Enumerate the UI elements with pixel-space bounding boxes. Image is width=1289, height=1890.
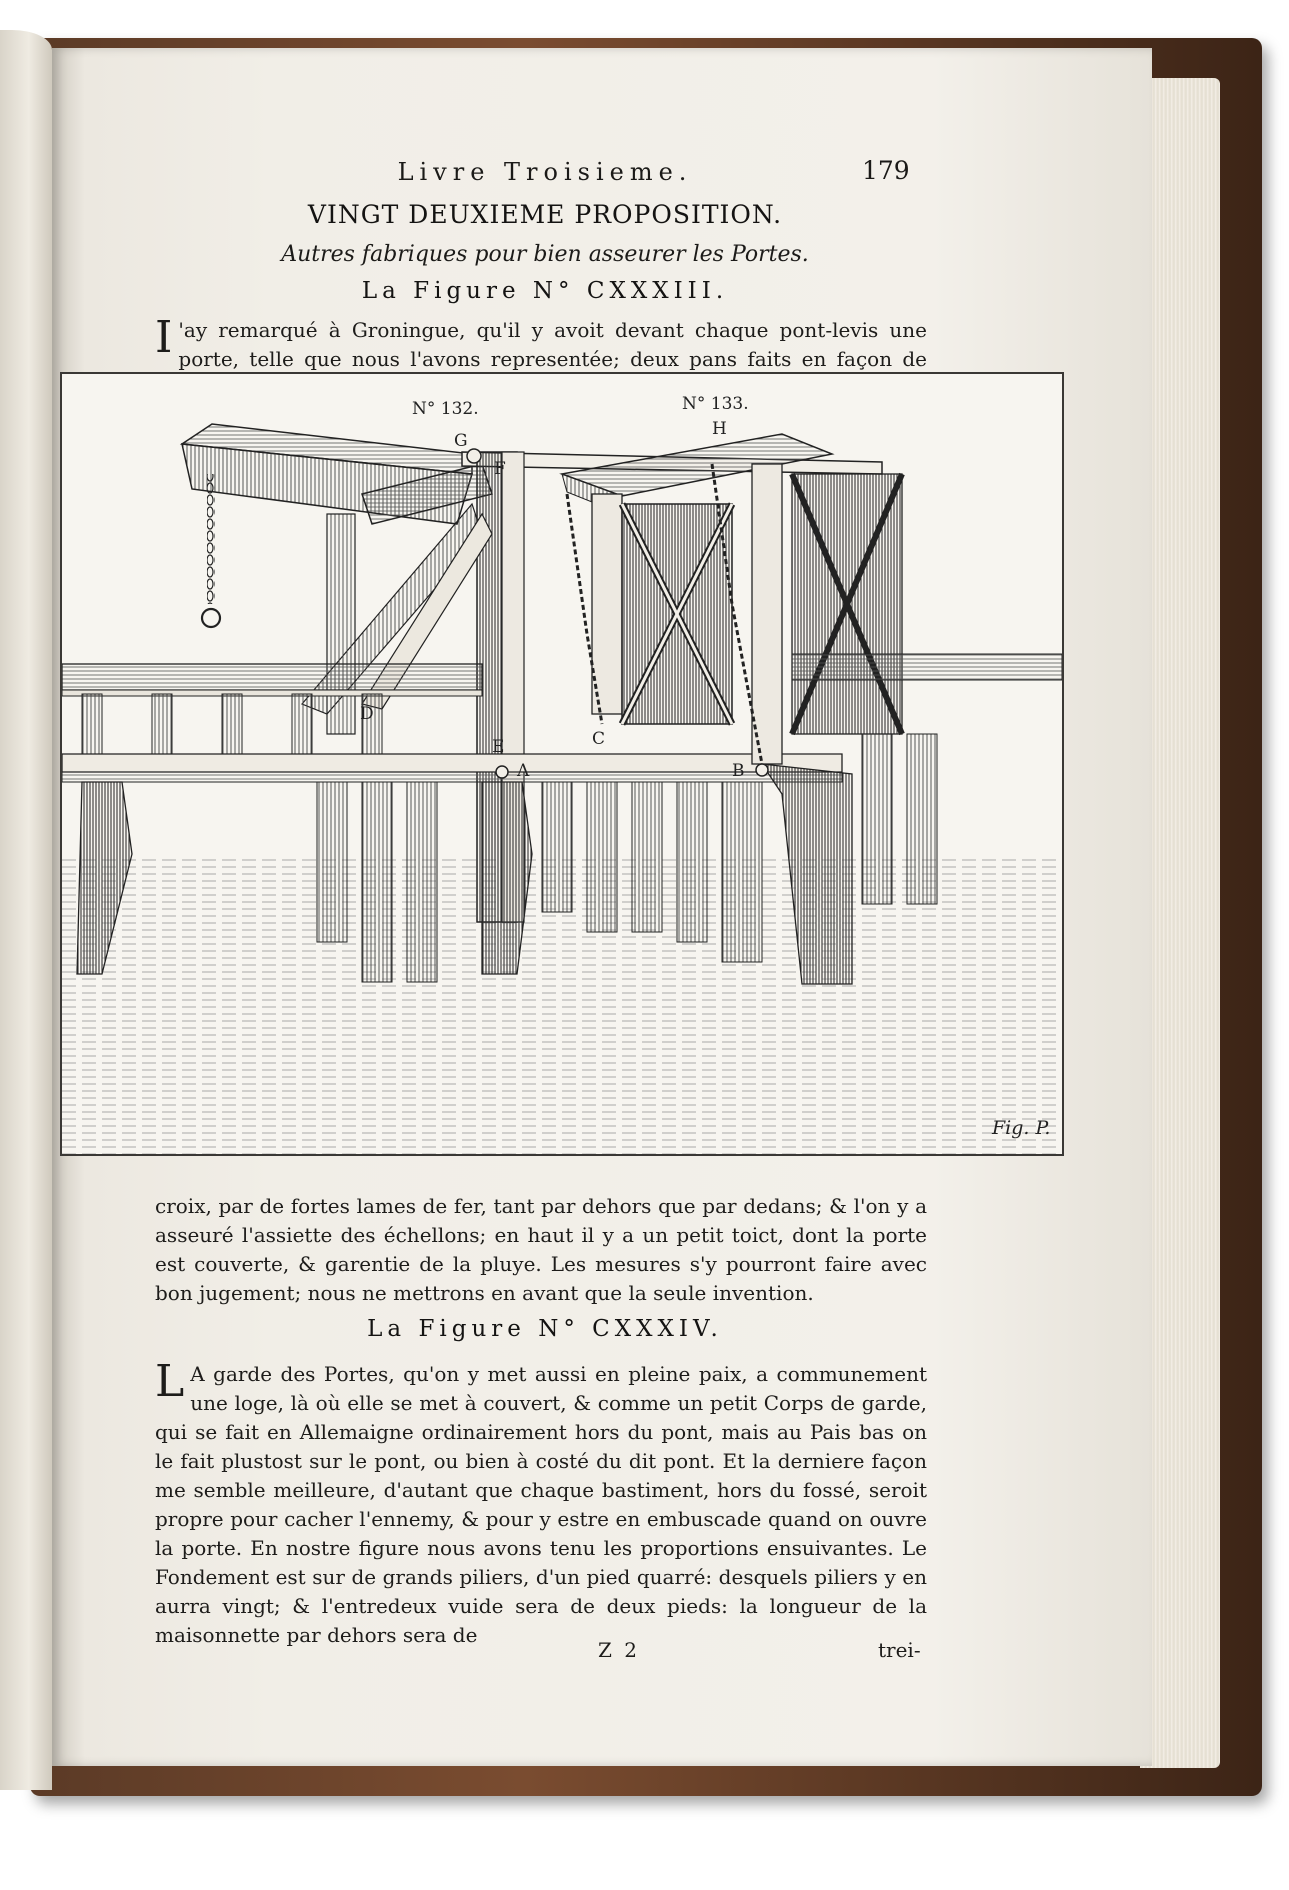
paragraph-guard [155, 1356, 927, 1650]
left-railing-edge [62, 690, 482, 696]
label-b: B [732, 761, 745, 781]
paragraph-intro-text: 'ay remarqué à Groningue, qu'il y avoit devant chaque pont-levis une porte, telle que nous l'avons representée; deux pans faits en façon de [178, 318, 927, 371]
pier [677, 782, 707, 942]
left-baluster [222, 694, 242, 754]
paragraph-continued: croix, par de fortes lames de fer, tant par dehors que par dedans; & l'on y a asseuré l'assiette des échellons; en haut il y a un petit toict, dont la porte est couverte, & garentie de la pluye. Les mesures s'y pourront faire avec bon jugement; nous ne mettrons en avant que la seule invention. [155, 1194, 927, 1305]
hanging-chain-left [207, 474, 215, 604]
pivot-g [467, 449, 481, 463]
bridge-deck-edge [62, 772, 842, 782]
left-baluster [362, 694, 382, 754]
label-d: D [360, 704, 374, 724]
label-g: G [454, 431, 468, 451]
pier [542, 782, 572, 912]
drop-cap: I [155, 312, 173, 363]
figure-heading-134: La Figure N° CXXXIV. [367, 1316, 723, 1342]
pier [407, 782, 437, 982]
pier [587, 782, 617, 932]
pier [907, 734, 937, 904]
drawbridge-engraving [60, 372, 1064, 1156]
figure-caption: Fig. P. [992, 1117, 1051, 1139]
label-c: C [592, 729, 606, 749]
proposition-title: VINGT DEUXIEME PROPOSITION. [307, 200, 783, 229]
left-baluster [152, 694, 172, 754]
engraving-drawing [62, 374, 1062, 1154]
pier [632, 782, 662, 932]
pier [862, 734, 892, 904]
drop-cap: L [155, 1356, 185, 1407]
label-no133: N° 133. [682, 394, 749, 414]
label-a: A [517, 761, 530, 781]
label-e: E [492, 737, 505, 757]
pier [317, 782, 347, 942]
pier [362, 782, 392, 982]
catchword: trei- [878, 1638, 921, 1662]
label-h: H [712, 419, 727, 439]
left-baluster [292, 694, 312, 754]
chain-ring [202, 609, 220, 627]
right-railing [792, 654, 1062, 680]
left-page-edge [0, 30, 52, 1790]
bridge-deck [62, 754, 842, 772]
label-f: F [494, 459, 506, 479]
left-railing-top [62, 664, 482, 690]
gate-post-right [752, 464, 782, 764]
page-number: 179 [862, 156, 910, 185]
pivot-a [496, 766, 508, 778]
rear-post [327, 514, 355, 734]
page-edges [1140, 78, 1220, 1768]
paragraph-guard-text: A garde des Portes, qu'on y met aussi en pleine paix, a communement une loge, là où elle se met à couvert, & comme un petit Corps de garde, qui se fait en Allemaigne ordinairement hors du pont, mais au Pais bas on le fait plustost sur le pont, ou bien à costé du dit pont. Et la derniere façon me semble meilleure, d'autant que chaque bastiment, hors du fossé, seroit propre pour cacher l'ennemy, & pour y estre en embuscade quand on ouvre la porte. En nostre figure nous avons tenu les proportions ensuivantes. Le Fondement est sur de grands piliers, d'un pied quarré: desquels piliers y en aurra vingt; & l'entredeux vuide sera de deux pieds: la longueur de la maisonnette par dehors sera de [155, 1362, 927, 1647]
gate-post-left [592, 494, 622, 714]
running-title: Livre Troisieme. [397, 158, 693, 186]
label-no132: N° 132. [412, 399, 479, 419]
signature-mark: Z 2 [598, 1638, 640, 1662]
proposition-subtitle: Autres fabriques pour bien asseurer les Portes. [281, 242, 809, 267]
pivot-b [756, 764, 768, 776]
pier [722, 782, 762, 962]
figure-heading-133: La Figure N° CXXXIII. [361, 278, 729, 304]
